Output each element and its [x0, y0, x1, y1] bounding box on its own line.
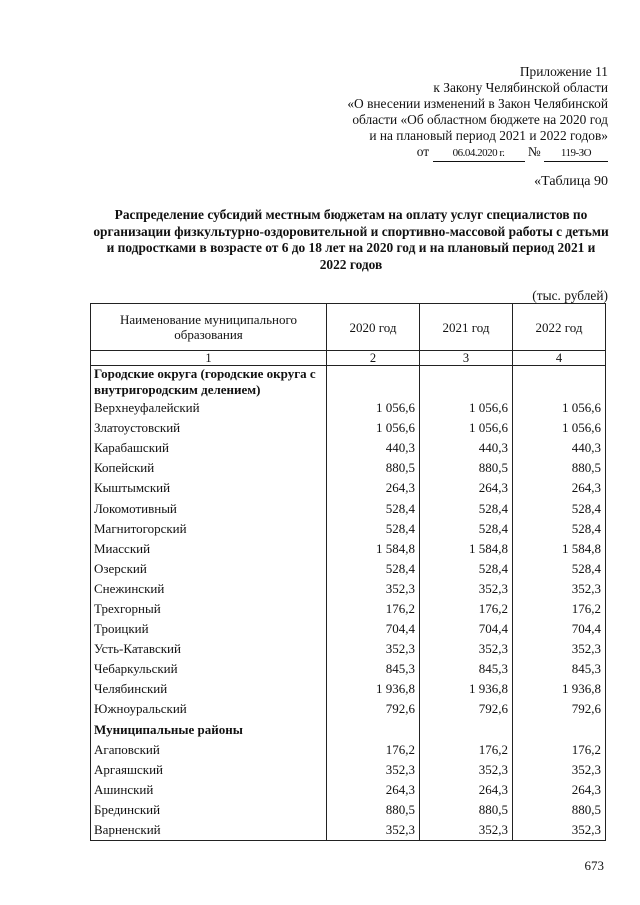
municipality-name: Миасский	[91, 539, 327, 559]
subsidy-value: 1 056,6	[420, 418, 513, 438]
subsidy-value: 880,5	[513, 800, 606, 820]
subsidy-value: 845,3	[327, 659, 420, 679]
subsidy-value: 440,3	[420, 438, 513, 458]
subsidy-value: 528,4	[327, 498, 420, 518]
table-row	[91, 780, 606, 800]
municipality-name: Чебаркульский	[91, 659, 327, 679]
empty-cell	[327, 720, 420, 740]
subsidy-value: 1 056,6	[327, 418, 420, 438]
subsidy-value: 1 056,6	[513, 398, 606, 418]
subsidy-value: 440,3	[327, 438, 420, 458]
subsidy-value: 1 936,8	[513, 679, 606, 699]
municipality-name: Верхнеуфалейский	[91, 398, 327, 418]
number-label: №	[527, 144, 541, 159]
subsidy-value: 176,2	[327, 740, 420, 760]
units-label: (тыс. рублей)	[532, 288, 608, 303]
table-row	[91, 418, 606, 438]
municipality-name: Златоустовский	[91, 418, 327, 438]
column-header-2020: 2020 год	[327, 304, 420, 351]
empty-cell	[327, 366, 420, 399]
subsidy-value: 264,3	[513, 780, 606, 800]
subsidy-value: 264,3	[327, 478, 420, 498]
municipality-name: Копейский	[91, 458, 327, 478]
subsidy-value: 528,4	[420, 519, 513, 539]
subsidy-value: 1 584,8	[420, 539, 513, 559]
header-line: к Закону Челябинской области	[433, 80, 608, 95]
subsidy-value: 264,3	[420, 478, 513, 498]
subsidy-value: 528,4	[513, 519, 606, 539]
table-row	[91, 800, 606, 820]
table-row	[91, 579, 606, 599]
empty-cell	[420, 366, 513, 399]
table-row	[91, 438, 606, 458]
subsidy-value: 176,2	[513, 740, 606, 760]
column-header-2021: 2021 год	[420, 304, 513, 351]
table-reference: «Таблица 90	[534, 174, 608, 189]
subsidy-value: 352,3	[327, 639, 420, 659]
subsidy-value: 264,3	[420, 780, 513, 800]
page-number: 673	[584, 858, 604, 873]
subsidy-value: 352,3	[327, 579, 420, 599]
table-row	[91, 498, 606, 518]
column-number: 4	[513, 351, 606, 366]
subsidy-table	[90, 303, 606, 841]
column-header-2022: 2022 год	[513, 304, 606, 351]
subsidy-value: 352,3	[513, 760, 606, 780]
subsidy-value: 176,2	[513, 599, 606, 619]
subsidy-value: 1 584,8	[513, 539, 606, 559]
subsidy-value: 880,5	[327, 800, 420, 820]
column-number: 2	[327, 351, 420, 366]
subsidy-value: 528,4	[420, 498, 513, 518]
municipality-name: Брединский	[91, 800, 327, 820]
municipality-name: Ашинский	[91, 780, 327, 800]
municipality-name: Челябинский	[91, 679, 327, 699]
appendix-header	[347, 64, 608, 162]
subsidy-value: 528,4	[420, 559, 513, 579]
subsidy-value: 880,5	[327, 458, 420, 478]
subsidy-value: 1 056,6	[327, 398, 420, 418]
subsidy-value: 176,2	[327, 599, 420, 619]
municipality-name: Троицкий	[91, 619, 327, 639]
subsidy-value: 1 056,6	[420, 398, 513, 418]
subsidy-value: 1 936,8	[327, 679, 420, 699]
subsidy-value: 352,3	[327, 820, 420, 841]
table-row	[91, 478, 606, 498]
municipality-name: Снежинский	[91, 579, 327, 599]
municipality-name: Локомотивный	[91, 498, 327, 518]
table-row	[91, 679, 606, 699]
subsidy-value: 528,4	[513, 498, 606, 518]
subsidy-value: 352,3	[420, 639, 513, 659]
municipality-name: Кыштымский	[91, 478, 327, 498]
subsidy-value: 352,3	[513, 579, 606, 599]
subsidy-value: 352,3	[420, 579, 513, 599]
subsidy-value: 176,2	[420, 599, 513, 619]
municipality-name: Озерский	[91, 559, 327, 579]
header-line: области «Об областном бюджете на 2020 год	[352, 112, 608, 127]
municipality-name: Трехгорный	[91, 599, 327, 619]
table-row	[91, 619, 606, 639]
group-label: Городские округа (городские округа с внутригородским делением)	[91, 366, 327, 399]
table-row	[91, 519, 606, 539]
subsidy-value: 352,3	[327, 760, 420, 780]
table-row	[91, 740, 606, 760]
column-header-name: Наименование муниципального образования	[91, 304, 327, 351]
law-date: 06.04.2020 г.	[433, 145, 525, 162]
subsidy-value: 352,3	[513, 639, 606, 659]
subsidy-value: 845,3	[513, 659, 606, 679]
subsidy-value: 792,6	[513, 699, 606, 719]
table-row	[91, 539, 606, 559]
subsidy-value: 880,5	[420, 800, 513, 820]
subsidy-value: 352,3	[420, 820, 513, 841]
subsidy-value: 845,3	[420, 659, 513, 679]
group-label: Муниципальные районы	[91, 720, 327, 740]
municipality-name: Агаповский	[91, 740, 327, 760]
municipality-name: Варненский	[91, 820, 327, 841]
subsidy-value: 352,3	[513, 820, 606, 841]
header-line: и на плановый период 2021 и 2022 годов»	[369, 128, 608, 143]
subsidy-value: 1 584,8	[327, 539, 420, 559]
table-row	[91, 760, 606, 780]
subsidy-value: 792,6	[420, 699, 513, 719]
column-number: 1	[91, 351, 327, 366]
header-line: «О внесении изменений в Закон Челябинской	[347, 96, 608, 111]
empty-cell	[513, 366, 606, 399]
table-row	[91, 458, 606, 478]
signature-line	[347, 144, 608, 162]
subsidy-value: 264,3	[327, 780, 420, 800]
column-number: 3	[420, 351, 513, 366]
subsidy-value: 1 056,6	[513, 418, 606, 438]
municipality-name: Усть-Катавский	[91, 639, 327, 659]
municipality-name: Карабашский	[91, 438, 327, 458]
header-line: Приложение 11	[519, 64, 608, 79]
table-row	[91, 398, 606, 418]
table-row	[91, 699, 606, 719]
municipality-name: Аргаяшский	[91, 760, 327, 780]
subsidy-value: 440,3	[513, 438, 606, 458]
table-row	[91, 599, 606, 619]
from-label: от	[416, 144, 430, 159]
subsidy-value: 704,4	[420, 619, 513, 639]
group-row	[91, 720, 606, 740]
subsidy-value: 528,4	[513, 559, 606, 579]
document-title: Распределение субсидий местным бюджетам на оплату услуг специалистов по организации физкультурно-оздоровительной и спортивно-массовой работы с детьми и подростками в возрасте от 6 до 18 лет на 2020 год и на плановый период 2021 и 2022 годов	[93, 207, 609, 272]
subsidy-value: 880,5	[420, 458, 513, 478]
subsidy-value: 704,4	[513, 619, 606, 639]
subsidy-value: 352,3	[420, 760, 513, 780]
subsidy-value: 1 936,8	[420, 679, 513, 699]
subsidy-value: 880,5	[513, 458, 606, 478]
table-body	[91, 366, 606, 841]
subsidy-value: 176,2	[420, 740, 513, 760]
subsidy-value: 528,4	[327, 519, 420, 539]
subsidy-value: 264,3	[513, 478, 606, 498]
table-row	[91, 820, 606, 841]
table-row	[91, 639, 606, 659]
empty-cell	[420, 720, 513, 740]
municipality-name: Южноуральский	[91, 699, 327, 719]
table-row	[91, 559, 606, 579]
empty-cell	[513, 720, 606, 740]
subsidy-value: 792,6	[327, 699, 420, 719]
subsidy-value: 704,4	[327, 619, 420, 639]
subsidy-value: 528,4	[327, 559, 420, 579]
table-row	[91, 659, 606, 679]
law-number: 119-ЗО	[544, 145, 608, 162]
group-row	[91, 366, 606, 399]
municipality-name: Магнитогорский	[91, 519, 327, 539]
